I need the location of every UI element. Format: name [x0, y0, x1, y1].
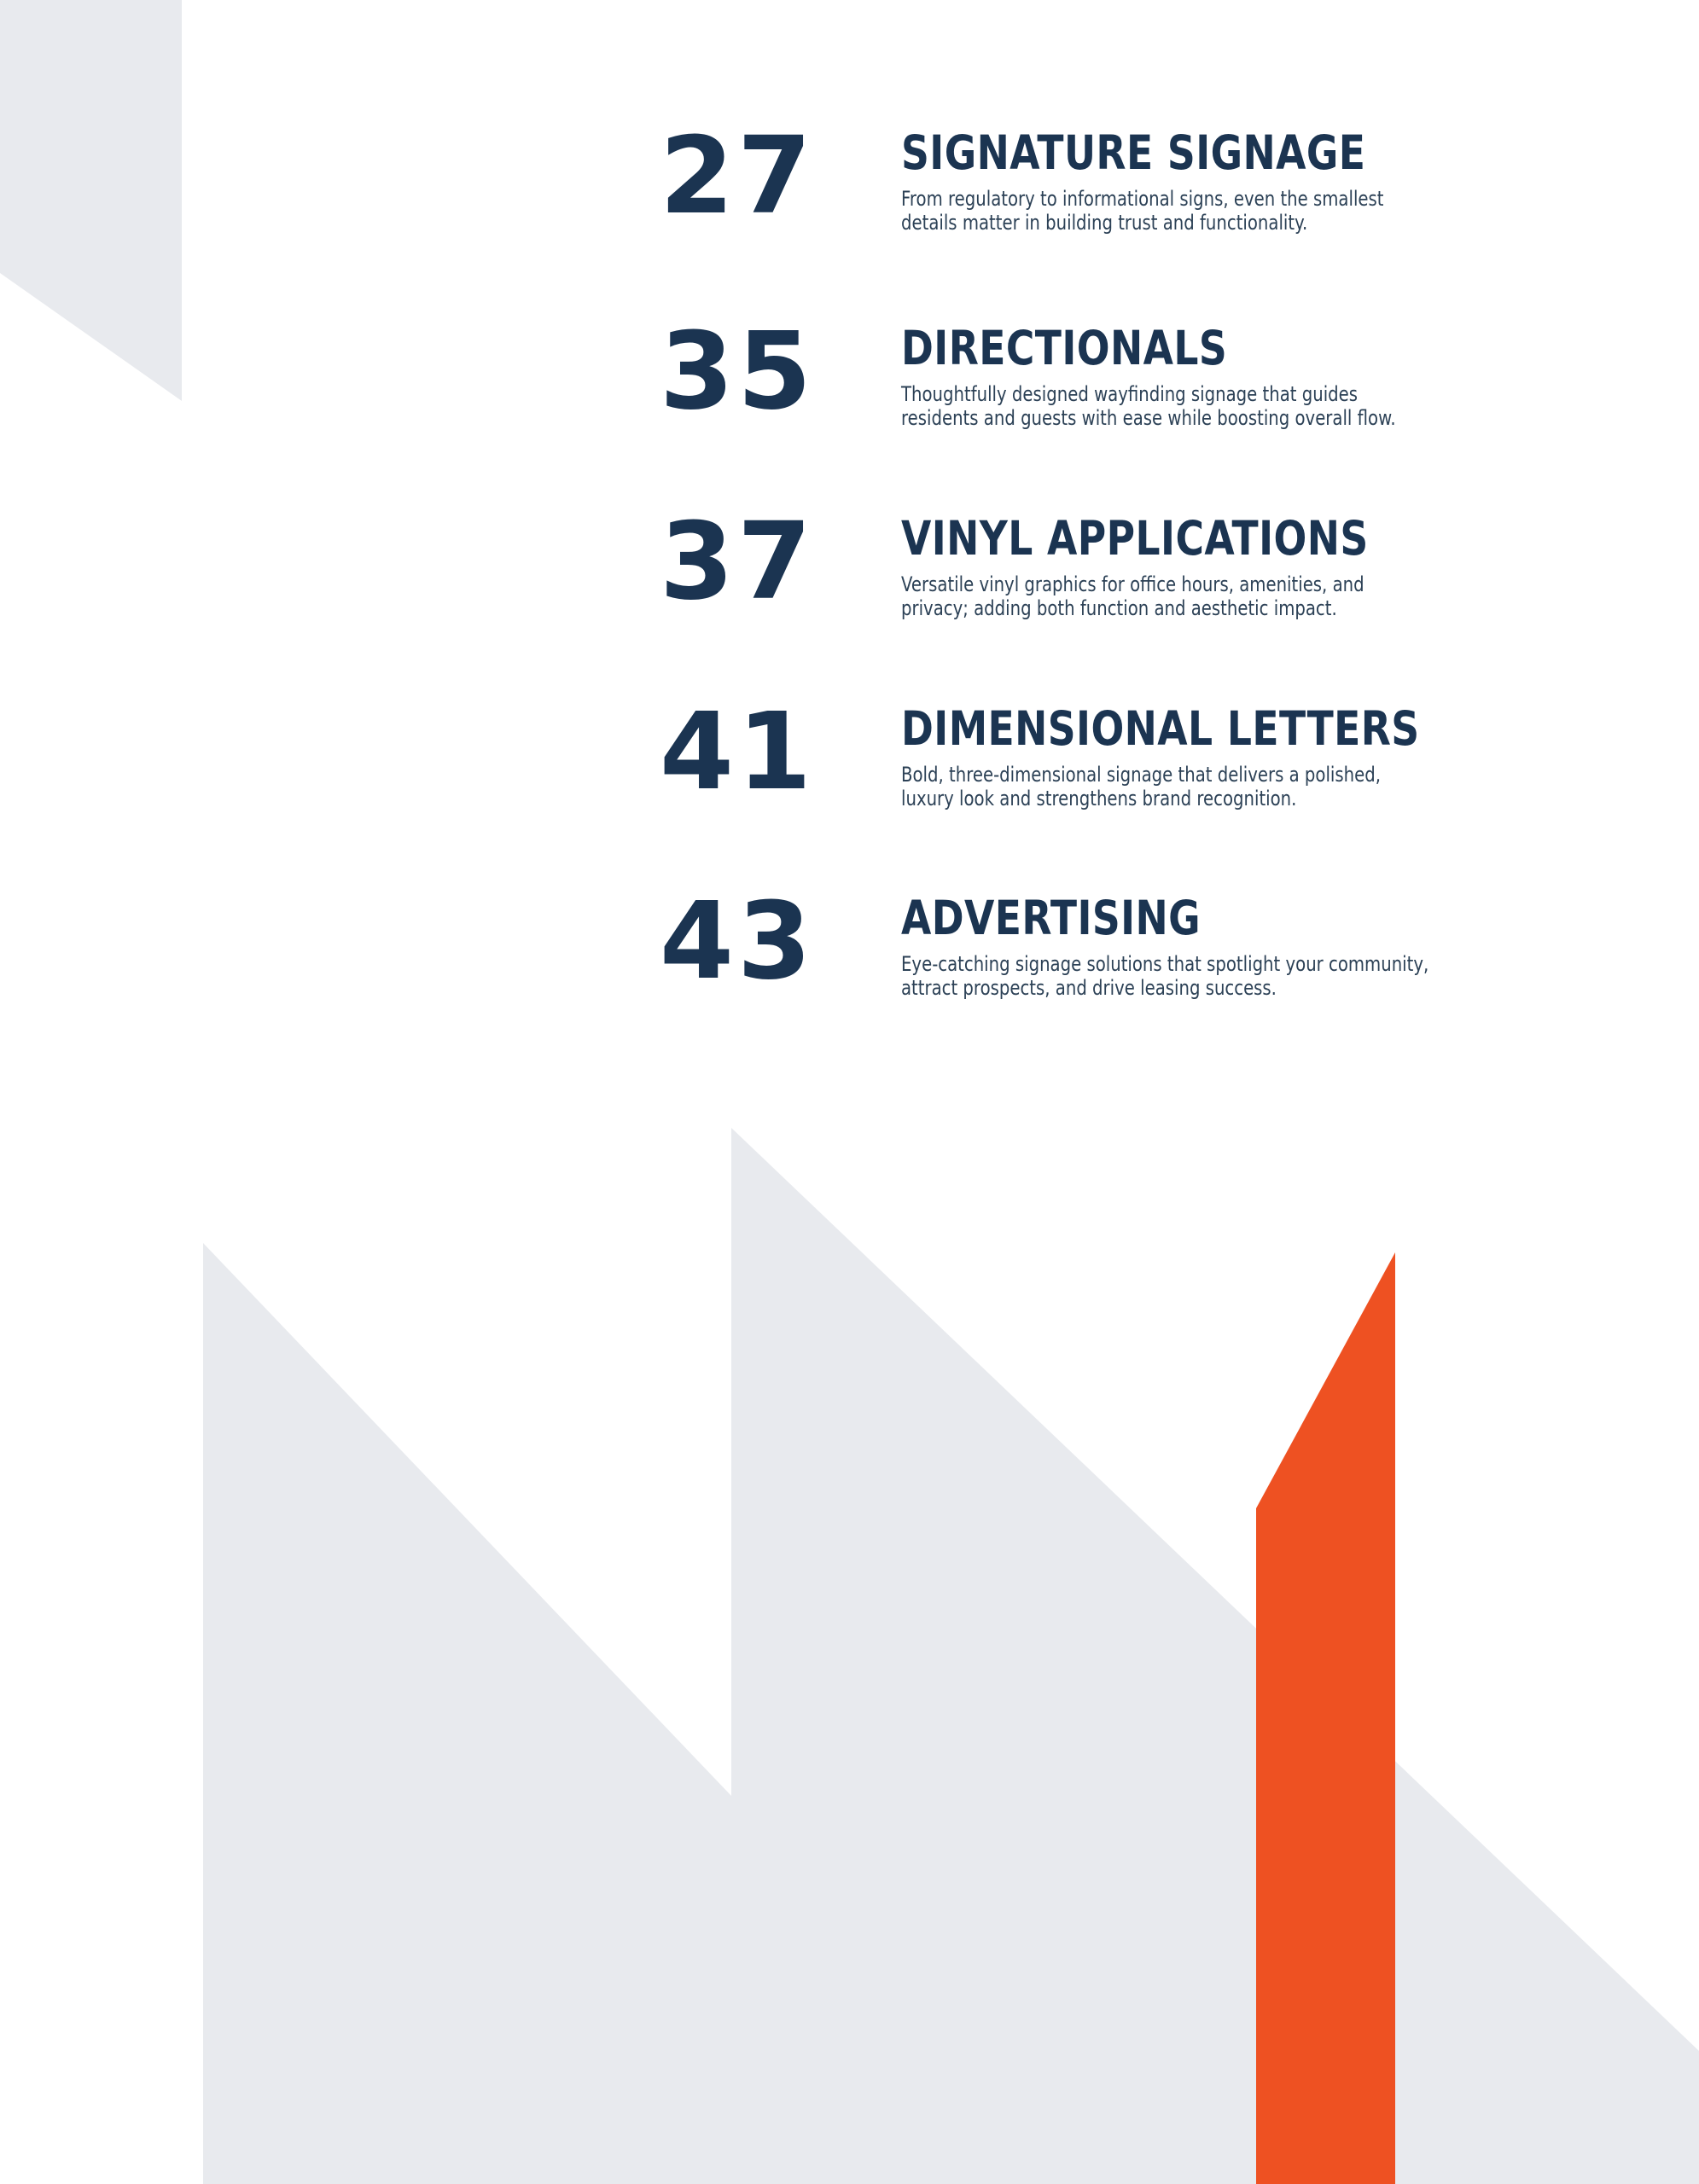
- description-line: luxury look and strengthens brand recognition.: [901, 787, 1297, 810]
- toc-entry[interactable]: [0, 500, 1699, 699]
- section-title: DIMENSIONAL LETTERS: [901, 701, 1420, 756]
- description-line: privacy; adding both function and aesthetic impact.: [901, 596, 1337, 620]
- section-title: SIGNATURE SIGNAGE: [901, 125, 1366, 180]
- toc-entry[interactable]: [0, 310, 1699, 508]
- description-line: attract prospects, and drive leasing success.: [901, 976, 1277, 1000]
- entry-text: [901, 321, 1550, 430]
- description-line: residents and guests with ease while boosting overall flow.: [901, 406, 1396, 430]
- section-description: [901, 382, 1433, 430]
- entry-text: [901, 125, 1550, 235]
- page-number: 43: [660, 880, 815, 1003]
- description-line: Thoughtfully designed wayfinding signage that guides: [901, 382, 1359, 406]
- section-description: [901, 952, 1433, 1000]
- description-line: From regulatory to informational signs, even the smallest: [901, 187, 1384, 211]
- section-title: ADVERTISING: [901, 891, 1202, 945]
- page-number: 27: [660, 114, 815, 238]
- description-line: Eye-catching signage solutions that spotlight your community,: [901, 952, 1429, 976]
- page-number: 41: [660, 690, 815, 814]
- entry-text: [901, 511, 1550, 620]
- section-title: DIRECTIONALS: [901, 321, 1228, 375]
- toc-entry[interactable]: [0, 880, 1699, 1078]
- description-line: Versatile vinyl graphics for office hours, amenities, and: [901, 572, 1364, 596]
- toc-entry[interactable]: [0, 690, 1699, 889]
- page-number: 35: [660, 310, 815, 433]
- entry-text: [901, 891, 1550, 1000]
- toc-entry[interactable]: [0, 114, 1699, 313]
- description-line: details matter in building trust and functionality.: [901, 211, 1308, 235]
- section-description: [901, 763, 1433, 810]
- section-description: [901, 572, 1433, 620]
- entry-text: [901, 701, 1550, 810]
- section-description: [901, 187, 1433, 235]
- page-number: 37: [660, 500, 815, 624]
- description-line: Bold, three-dimensional signage that delivers a polished,: [901, 763, 1381, 787]
- section-title: VINYL APPLICATIONS: [901, 511, 1369, 566]
